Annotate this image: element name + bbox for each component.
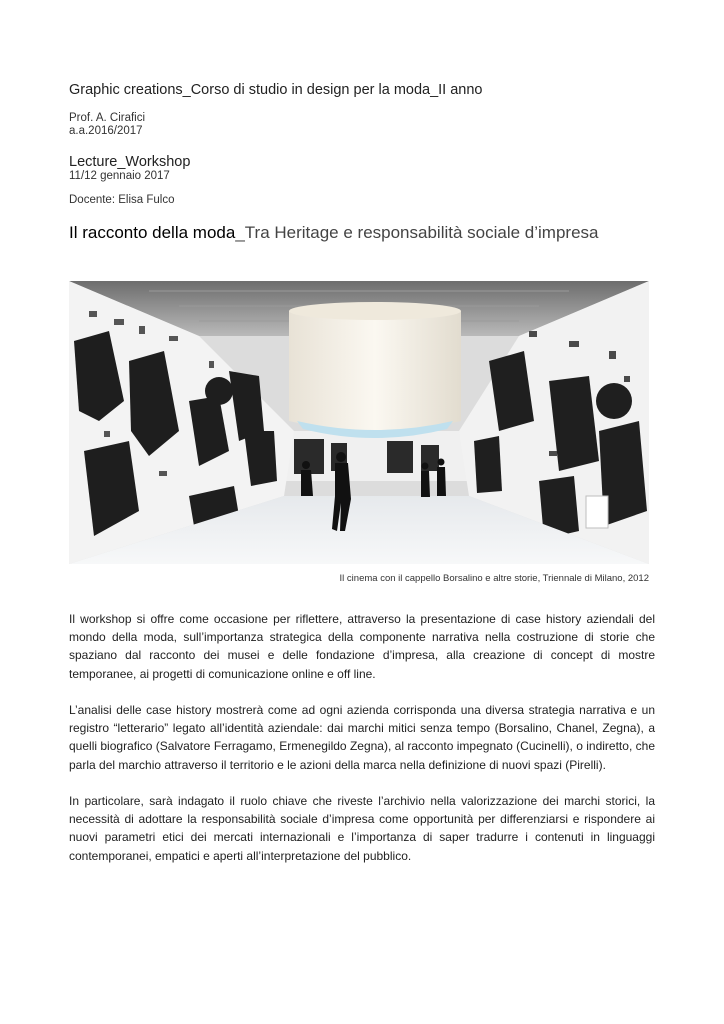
lecture-dates: 11/12 gennaio 2017 — [69, 170, 170, 182]
body-paragraph-2: L’analisi delle case history mostrerà come ad ogni azienda corrisponda una diversa strategia narrativa e un registro “letterario” legato all’identità aziendale: dai marchi mitici senza tempo (Borsalino, Chanel, Zegna), a quelli biografico (Salvatore Ferragamo, Ermenegildo Zegna), al racconto impegnato (Cucinelli), o indiretto, che parla del marchio attraverso il territorio e le azioni della marca nella definizione di nuovi spazi (Pirelli). — [69, 703, 655, 772]
title-main: Il racconto della moda — [69, 223, 236, 242]
document-title — [69, 223, 599, 243]
body-paragraph-1: Il workshop si offre come occasione per riflettere, attraverso la presentazione di case history aziendali del mondo della moda, sull’importanza strategica della componente narrativa nella costruzione di storie che spaziano dal racconto dei musei e delle fondazione d’impresa, alla creazione di concept di mostre temporanee, ai progetti di comunicazione online e off line. — [69, 612, 655, 681]
professor-name: Prof. A. Cirafici — [69, 112, 146, 124]
teacher-name: Docente: Elisa Fulco — [69, 194, 175, 206]
course-title: Graphic creations_Corso di studio in design per la moda_II anno — [69, 82, 483, 98]
lecture-heading: Lecture_Workshop — [69, 154, 191, 170]
title-subtitle: _Tra Heritage e responsabilità sociale d’impresa — [235, 223, 599, 242]
exhibition-photo — [69, 281, 649, 564]
academic-year: a.a.2016/2017 — [69, 125, 143, 137]
photo-caption: Il cinema con il cappello Borsalino e altre storie, Triennale di Milano, 2012 — [339, 573, 649, 584]
body-paragraph-3: In particolare, sarà indagato il ruolo chiave che riveste l’archivio nella valorizzazione dei marchi storici, la necessità di adottare la responsabilità sociale d’impresa come opportunità per differenziarsi e rispondere ai nuovi parametri etici dei mercati internazionali e l’importanza di saper tradurre i contenuti in linguaggi contemporanei, empatici e aperti all’interpretazione del pubblico. — [69, 794, 655, 863]
